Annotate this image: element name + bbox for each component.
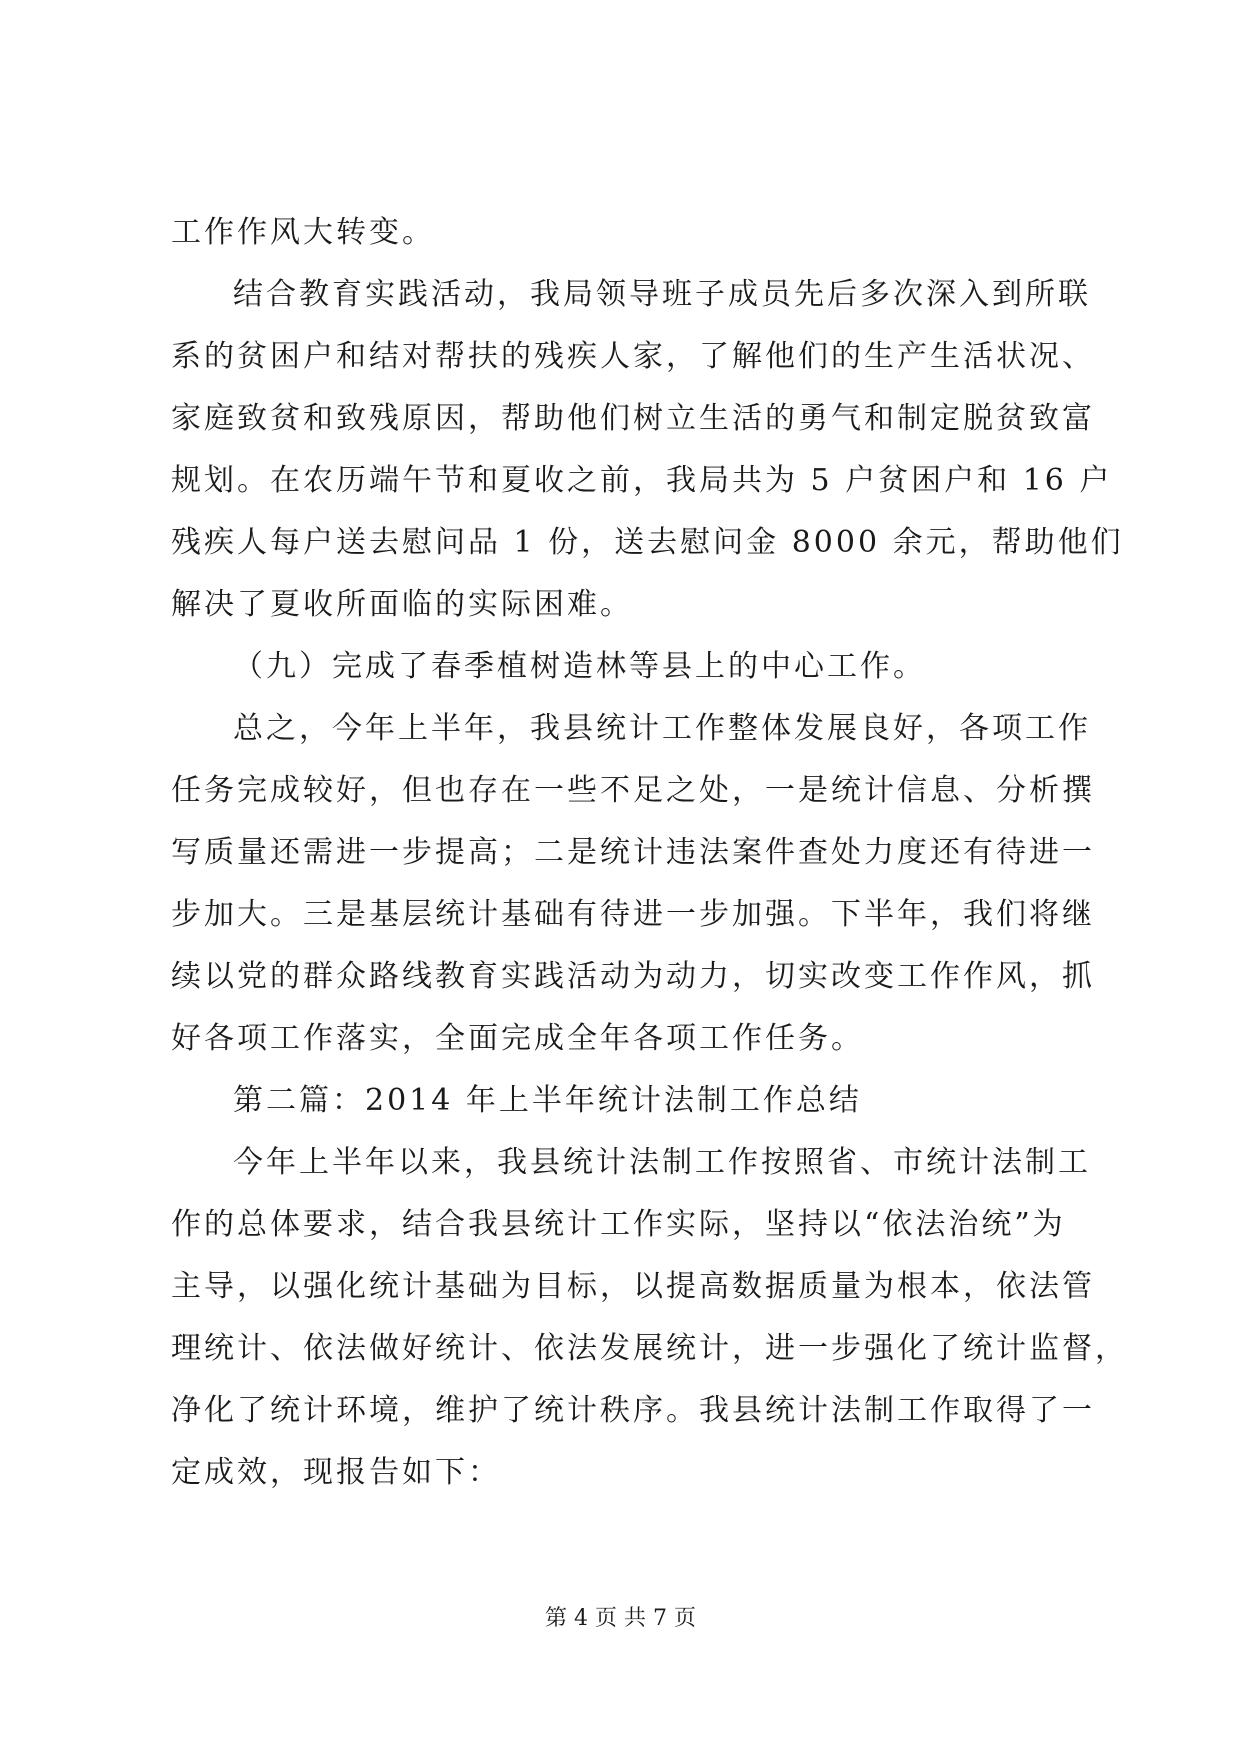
text-line: 定成效，现报告如下： <box>171 1455 501 1490</box>
text-line: 今年上半年以来，我县统计法制工作按照省、市统计法制工 <box>233 1145 1091 1180</box>
page-number-footer: 第 4 页 共 7 页 <box>545 1606 696 1631</box>
text-line: 续以党的群众路线教育实践活动为动力，切实改变工作作风，抓 <box>171 959 1095 994</box>
text-line: 作的总体要求，结合我县统计工作实际，坚持以“依法治统”为 <box>171 1207 1066 1242</box>
text-line: 总之，今年上半年，我县统计工作整体发展良好，各项工作 <box>233 711 1091 746</box>
text-line: 结合教育实践活动，我局领导班子成员先后多次深入到所联 <box>233 277 1091 312</box>
text-line: （九）完成了春季植树造林等县上的中心工作。 <box>233 649 926 684</box>
text-line: 净化了统计环境，维护了统计秩序。我县统计法制工作取得了一 <box>171 1393 1095 1428</box>
text-line: 好各项工作落实，全面完成全年各项工作任务。 <box>171 1021 864 1056</box>
text-line: 第二篇：2014 年上半年统计法制工作总结 <box>233 1083 862 1118</box>
text-line: 残疾人每户送去慰问品 1 份，送去慰问金 8000 余元，帮助他们 <box>171 525 1124 560</box>
text-line: 主导，以强化统计基础为目标，以提高数据质量为根本，依法管 <box>171 1269 1095 1304</box>
text-line: 理统计、依法做好统计、依法发展统计，进一步强化了统计监督， <box>171 1331 1128 1366</box>
text-line: 任务完成较好，但也存在一些不足之处，一是统计信息、分析撰 <box>171 773 1095 808</box>
text-line: 规划。在农历端午节和夏收之前，我局共为 5 户贫困户和 16 户 <box>171 463 1113 498</box>
text-line: 步加大。三是基层统计基础有待进一步加强。下半年，我们将继 <box>171 897 1095 932</box>
text-line: 工作作风大转变。 <box>171 215 435 250</box>
text-line: 解决了夏收所面临的实际困难。 <box>171 587 633 622</box>
document-body <box>171 202 1128 1504</box>
text-line: 系的贫困户和结对帮扶的残疾人家，了解他们的生产生活状况、 <box>171 339 1095 374</box>
text-line: 写质量还需进一步提高；二是统计违法案件查处力度还有待进一 <box>171 835 1095 870</box>
text-line: 家庭致贫和致残原因，帮助他们树立生活的勇气和制定脱贫致富 <box>171 401 1095 436</box>
